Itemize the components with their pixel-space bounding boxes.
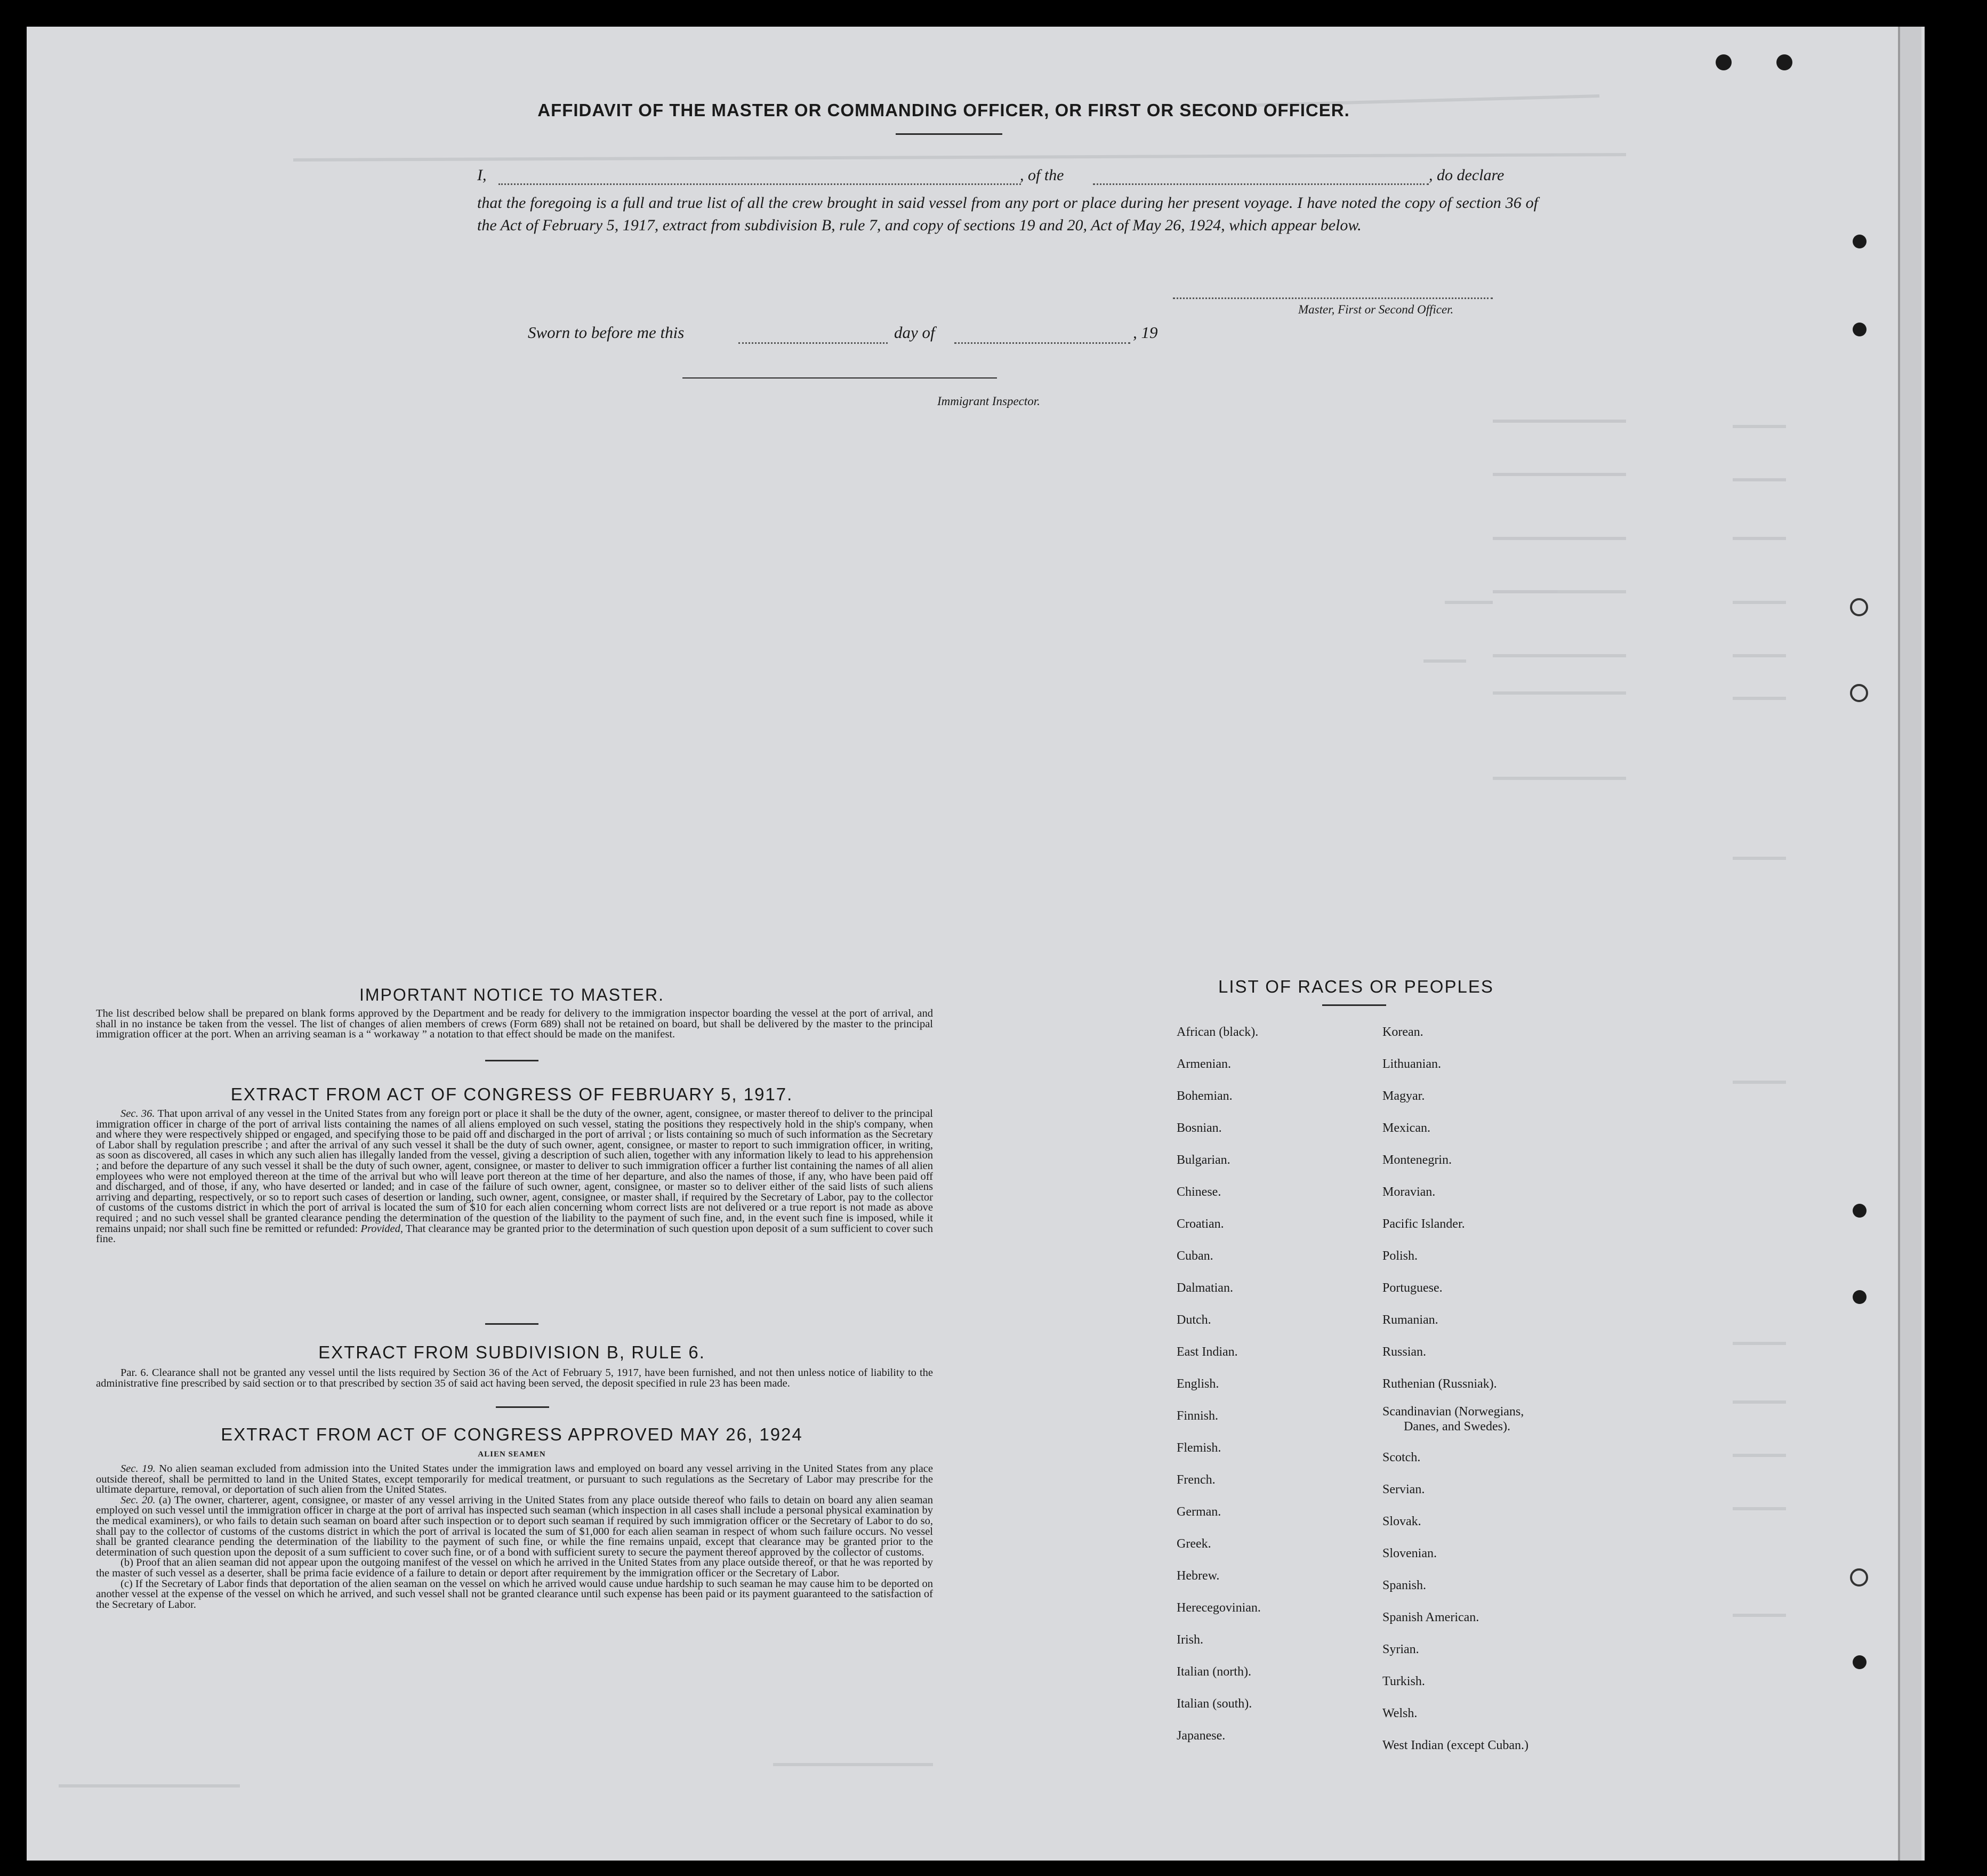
section-divider [496, 1406, 549, 1408]
sec-36-label: Sec. 36. [120, 1108, 155, 1120]
race-item: Lithuanian. [1382, 1057, 1441, 1071]
punch-hole-icon [1850, 684, 1868, 702]
sec-19-paragraph [96, 1464, 933, 1495]
page-edge [1898, 27, 1921, 1861]
sec-19-label: Sec. 19. [120, 1463, 156, 1475]
race-item: Rumanian. [1382, 1313, 1438, 1327]
race-item: Slovak. [1382, 1515, 1421, 1528]
punch-hole-icon [1850, 598, 1868, 616]
affidavit-do-declare-label: , do declare [1429, 166, 1505, 184]
extract-1924-title: EXTRACT FROM ACT OF CONGRESS APPROVED MAY 26, 1924 [221, 1424, 803, 1444]
punch-hole-icon [1853, 1290, 1867, 1304]
sec-20a-body: (a) The owner, charterer, agent, consignee, or master of any vessel arriving in the United States from any place outside thereof who fails to detain on board any alien seaman employed on such vessel until the immigration officer in charge at the port of arrival has inspected such seaman (which inspection in all cases shall include a personal physical examination by the medical examiners), or who fails to detain such seaman on board after such inspection or to deport such seaman if required by such immigration officer or the Secretary of Labor to do so, shall pay to the collector of customs of the customs district in which the port of arrival is located the sum of $1,000 for each alien seaman in respect of whom such failure occurs. No vessel shall be granted clearance pending the determination of the liability to the payment of such fine, or while the fine remains unpaid, except that clearance may be granted prior to the determination of such question upon the deposit of a sum sufficient to cover such fine, or of a bond with sufficient surety to secure the payment thereof approved by the collector of customs. [96, 1494, 934, 1558]
race-item: Polish. [1382, 1249, 1418, 1263]
race-item: German. [1177, 1505, 1221, 1519]
race-item-multiline [1382, 1400, 1660, 1442]
race-item: English. [1177, 1377, 1219, 1391]
race-item: West Indian (except Cuban.) [1382, 1738, 1529, 1752]
race-item: Chinese. [1177, 1185, 1221, 1199]
race-item: East Indian. [1177, 1345, 1238, 1359]
document-page [27, 27, 1925, 1861]
race-item: Servian. [1382, 1483, 1425, 1496]
race-item: Portuguese. [1382, 1281, 1443, 1295]
sec-36-tail: That clearance may be granted prior to the determination of such question upon deposit of a sum sufficient to cover such fine. [96, 1222, 934, 1245]
races-title-underline [1322, 1004, 1386, 1006]
notice-title: IMPORTANT NOTICE TO MASTER. [359, 985, 664, 1004]
provided-label: Provided, [360, 1222, 404, 1235]
race-item: Dutch. [1177, 1313, 1211, 1327]
extract-1917-title: EXTRACT FROM ACT OF CONGRESS OF FEBRUARY 5, 1917. [230, 1084, 793, 1104]
race-item: French. [1177, 1473, 1216, 1487]
race-item: Turkish. [1382, 1674, 1425, 1688]
signature-caption: Master, First or Second Officer. [1298, 303, 1454, 316]
vessel-blank-line[interactable] [1093, 183, 1429, 185]
race-item: Moravian. [1382, 1185, 1436, 1199]
race-item: Pacific Islander. [1382, 1217, 1465, 1231]
affidavit-title: AFFIDAVIT OF THE MASTER OR COMMANDING OFFICER, OR FIRST OR SECOND OFFICER. [537, 100, 1350, 120]
inspector-caption: Immigrant Inspector. [937, 394, 1040, 408]
extract-rule6-title: EXTRACT FROM SUBDIVISION B, RULE 6. [318, 1342, 705, 1362]
race-item: Dalmatian. [1177, 1281, 1233, 1295]
race-item: Ruthenian (Russniak). [1382, 1377, 1497, 1391]
race-item: Slovenian. [1382, 1547, 1437, 1560]
section-divider [485, 1323, 538, 1325]
race-item: Cuban. [1177, 1249, 1213, 1263]
notice-text: The list described below shall be prepared on blank forms approved by the Department and be ready for delivery to the immigration inspector boarding the vessel at the port of arrival, and shall in no instance be taken from the vessel. The list of changes of alien members of crews (Form 689) shall not be retained on board, but shall be delivered by the master to the principal immigration officer at the port. When an arriving seaman is a “ workaway ” a notation to that effect should be made on the manifest. [96, 1008, 933, 1041]
races-right-column [1382, 1016, 1660, 1761]
title-underline [896, 133, 1002, 135]
section-divider [485, 1060, 538, 1061]
race-item: Welsh. [1382, 1706, 1418, 1720]
race-item: African (black). [1177, 1025, 1259, 1039]
race-item: Bohemian. [1177, 1089, 1233, 1103]
affidavit-of-the-label: , of the [1020, 166, 1064, 184]
year-label: , 19 [1133, 323, 1158, 342]
sec-20a-paragraph [96, 1495, 933, 1558]
race-item: Hebrew. [1177, 1569, 1220, 1583]
race-item: Armenian. [1177, 1057, 1231, 1071]
race-item: Bulgarian. [1177, 1153, 1230, 1167]
race-item: Spanish American. [1382, 1611, 1479, 1624]
race-item: Spanish. [1382, 1579, 1427, 1592]
races-title: LIST OF RACES OR PEOPLES [1218, 977, 1494, 996]
race-item: Scandinavian (Norwegians, [1382, 1405, 1524, 1419]
name-blank-line[interactable] [498, 183, 1021, 185]
punch-hole-icon [1853, 1204, 1867, 1218]
race-item: Mexican. [1382, 1121, 1430, 1135]
month-blank[interactable] [954, 342, 1130, 344]
extract-1924-text [96, 1464, 933, 1610]
race-item: Herecegovinian. [1177, 1601, 1261, 1615]
race-item: Magyar. [1382, 1089, 1425, 1103]
race-item: Finnish. [1177, 1409, 1219, 1423]
sec-20-label: Sec. 20. [120, 1494, 156, 1506]
punch-hole-icon [1853, 323, 1867, 336]
race-item: Croatian. [1177, 1217, 1224, 1231]
race-item: Russian. [1382, 1345, 1427, 1359]
punch-hole-icon [1850, 1568, 1868, 1587]
race-item: Danes, and Swedes). [1404, 1420, 1510, 1434]
sec-19-body: No alien seaman excluded from admission into the United States under the immigration laws and employed on board any vessel arriving in the United States from any place outside thereof, shall be permitted to land in the United States, except temporarily for medical treatment, or pursuant to such regulations as the Secretary of Labor may prescribe for the ultimate departure, removal, or deportation of such alien from the United States. [96, 1463, 933, 1496]
race-item: Bosnian. [1177, 1121, 1222, 1135]
race-item: Flemish. [1177, 1441, 1221, 1455]
sec-20b-paragraph: (b) Proof that an alien seaman did not appear upon the outgoing manifest of the vessel on which he arrived in the United States from any place outside thereof, or that he was reported by the master of such vessel as a deserter, shall be prima facie evidence of a failure to detain or deport after requirement by the immigration officer or the Secretary of Labor. [96, 1557, 933, 1579]
race-item: Syrian. [1382, 1642, 1419, 1656]
race-item: Italian (north). [1177, 1665, 1251, 1679]
alien-seamen-subtitle: ALIEN SEAMEN [478, 1450, 546, 1459]
punch-hole-icon [1776, 54, 1792, 70]
affidavit-i-label: I, [477, 166, 487, 184]
sworn-day-blank[interactable] [738, 342, 888, 344]
race-item: Scotch. [1382, 1451, 1421, 1464]
day-of-label: day of [894, 323, 935, 342]
extract-1917-text [96, 1109, 933, 1245]
extract-rule6-text: Par. 6. Clearance shall not be granted any vessel until the lists required by Section 36 of the Act of February 5, 1917, have been furnished, and not then unless notice of liability to the administrative fine prescribed by said section or to that prescribed by section 35 of said act having been served, the deposit specified in rule 23 has been made. [96, 1367, 933, 1389]
race-item: Montenegrin. [1382, 1153, 1452, 1167]
punch-hole-icon [1716, 54, 1732, 70]
sworn-label: Sworn to before me this [528, 323, 685, 342]
punch-hole-icon [1853, 1655, 1867, 1669]
inspector-signature-line[interactable] [682, 377, 997, 379]
sec-36-body: That upon arrival of any vessel in the United States from any foreign port or place it shall be the duty of the owner, agent, consignee, or master thereof to deliver to the principal immigration officer in charge of the port of arrival lists containing the names of all aliens employed on such vessel, stating the positions they respectively hold in the ship's company, when and where they were respectively shipped or engaged, and specifying those to be paid off and discharged in the port of arrival ; or lists containing so much of such information as the Secretary of Labor shall by regulation prescribe ; and after the arrival of any such vessel it shall be the duty of such owner, agent, consignee, or master to report to such immigration officer, in writing, as soon as discovered, all cases in which any such alien has illegally landed from the vessel, giving a description of such alien, together with any information likely to lead to his apprehension ; and before the departure of any such vessel it shall be the duty of such owner, agent, consignee, or master to deliver to such immigration officer a further list containing the names of all alien employees who were not employed thereon at the time of the arrival but who will leave port thereon at the time of her departure, and also the names of those, if any, who have been paid off and discharged, and of those, if any, who have deserted or landed; and in case of the failure of such owner, agent, consignee, or master so to deliver either of the said lists of such aliens arriving and departing, respectively, or so to report such cases of desertion or landing, such owner, agent, consignee, or master shall, if required by the Secretary of Labor, pay to the collector of customs of the customs district in which the port of arrival is located the sum of $10 for each alien concerning whom correct lists are not delivered or a true report is not made as above required ; and no such vessel shall be granted clearance pending the determination of the question of the liability to the payment of such fine, and, in the event such fine is imposed, while it remains unpaid; nor shall such fine be remitted or refunded: [96, 1108, 933, 1235]
sec-20c-paragraph: (c) If the Secretary of Labor finds that deportation of the alien seaman on the vessel on which he arrived would cause undue hardship to such seaman he may cause him to be deported on another vessel at the expense of the vessel on which he arrived, and such vessel shall not be granted clearance until such expense has been paid or its payment guaranteed to the satisfaction of the Secretary of Labor. [96, 1577, 933, 1611]
race-item: Greek. [1177, 1537, 1211, 1551]
race-item: Italian (south). [1177, 1697, 1252, 1711]
race-item: Japanese. [1177, 1729, 1226, 1743]
race-item: Korean. [1382, 1025, 1423, 1039]
affidavit-declaration-text: that the foregoing is a full and true list of all the crew brought in said vessel from any port or place during her present voyage. I have noted the copy of section 36 of the Act of February 5, 1917, extract from subdivision B, rule 7, and copy of sections 19 and 20, Act of May 26, 1924, which appear below. [477, 194, 1538, 234]
punch-hole-icon [1853, 235, 1867, 248]
race-item: Irish. [1177, 1633, 1203, 1647]
officer-signature-line[interactable] [1173, 297, 1493, 299]
races-left-column [1177, 1016, 1369, 1752]
